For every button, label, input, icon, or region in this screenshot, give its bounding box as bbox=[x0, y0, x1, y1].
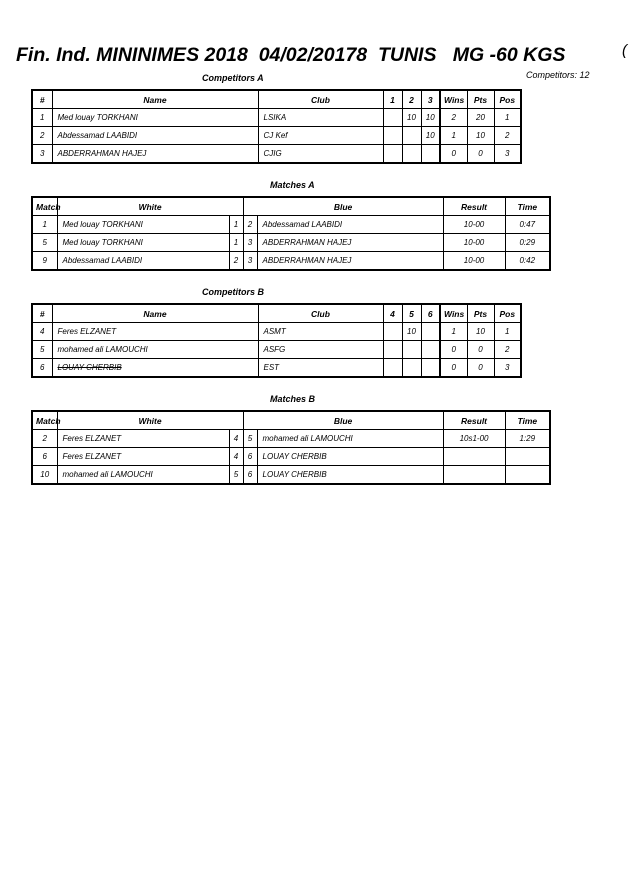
match-white-name: mohamed ali LAMOUCHI bbox=[57, 466, 229, 485]
match-white-name: Feres ELZANET bbox=[57, 448, 229, 466]
match-row bbox=[32, 234, 550, 252]
competitor-score: 10 bbox=[402, 323, 421, 341]
match-number: 10 bbox=[32, 466, 57, 485]
competitor-score bbox=[402, 127, 421, 145]
col-header-white: White bbox=[57, 411, 243, 430]
competitor-score bbox=[383, 323, 402, 341]
col-header-time: Time bbox=[505, 411, 550, 430]
competitors-header-row bbox=[32, 90, 521, 109]
competitor-position: 3 bbox=[494, 145, 521, 164]
competitor-club: ASFG bbox=[258, 341, 383, 359]
match-number: 1 bbox=[32, 216, 57, 234]
competitor-score bbox=[402, 145, 421, 164]
match-time: 1:29 bbox=[505, 430, 550, 448]
col-header-score: 4 bbox=[383, 304, 402, 323]
competitor-points: 10 bbox=[467, 323, 494, 341]
competitor-row bbox=[32, 359, 521, 378]
competitor-wins: 2 bbox=[440, 109, 467, 127]
competitor-score bbox=[383, 109, 402, 127]
competitor-score bbox=[383, 359, 402, 378]
competitor-name: Abdessamad LAABIDI bbox=[52, 127, 258, 145]
col-header-club: Club bbox=[258, 90, 383, 109]
competitor-number: 1 bbox=[32, 109, 52, 127]
competitor-name: mohamed ali LAMOUCHI bbox=[52, 341, 258, 359]
matches-table bbox=[31, 196, 551, 271]
match-white-name: Abdessamad LAABIDI bbox=[57, 252, 229, 271]
competitor-row bbox=[32, 109, 521, 127]
competitor-score bbox=[421, 323, 440, 341]
col-header-name: Name bbox=[52, 90, 258, 109]
competitor-points: 0 bbox=[467, 145, 494, 164]
competitor-name: ABDERRAHMAN HAJEJ bbox=[52, 145, 258, 164]
match-time bbox=[505, 448, 550, 466]
col-header-time: Time bbox=[505, 197, 550, 216]
competitor-score bbox=[402, 341, 421, 359]
competitor-score bbox=[402, 359, 421, 378]
matches-table bbox=[31, 410, 551, 485]
match-white-number: 2 bbox=[229, 252, 243, 271]
match-row bbox=[32, 430, 550, 448]
competitor-score bbox=[421, 341, 440, 359]
competitor-wins: 1 bbox=[440, 127, 467, 145]
competitor-row bbox=[32, 323, 521, 341]
match-white-number: 1 bbox=[229, 216, 243, 234]
col-header-num: # bbox=[32, 90, 52, 109]
match-blue-name: ABDERRAHMAN HAJEJ bbox=[257, 252, 443, 271]
competitor-position: 3 bbox=[494, 359, 521, 378]
competitor-wins: 0 bbox=[440, 359, 467, 378]
match-blue-number: 6 bbox=[243, 466, 257, 485]
competitor-score: 10 bbox=[421, 109, 440, 127]
col-header-pos: Pos bbox=[494, 304, 521, 323]
col-header-score: 6 bbox=[421, 304, 440, 323]
match-result: 10s1-00 bbox=[443, 430, 505, 448]
col-header-pos: Pos bbox=[494, 90, 521, 109]
match-blue-number: 6 bbox=[243, 448, 257, 466]
match-blue-name: LOUAY CHERBIB bbox=[257, 466, 443, 485]
match-white-number: 5 bbox=[229, 466, 243, 485]
match-blue-name: ABDERRAHMAN HAJEJ bbox=[257, 234, 443, 252]
col-header-club: Club bbox=[258, 304, 383, 323]
competitor-number: 3 bbox=[32, 145, 52, 164]
competitor-name: Med louay TORKHANI bbox=[52, 109, 258, 127]
match-number: 2 bbox=[32, 430, 57, 448]
competitor-score: 10 bbox=[402, 109, 421, 127]
match-white-name: Feres ELZANET bbox=[57, 430, 229, 448]
competitor-wins: 0 bbox=[440, 145, 467, 164]
matches-header-row bbox=[32, 411, 550, 430]
col-header-wins: Wins bbox=[440, 90, 467, 109]
match-blue-name: mohamed ali LAMOUCHI bbox=[257, 430, 443, 448]
competitor-points: 20 bbox=[467, 109, 494, 127]
match-result bbox=[443, 466, 505, 485]
competitor-row bbox=[32, 145, 521, 164]
section-title-competitors: Competitors B bbox=[202, 287, 265, 297]
matches-header-row bbox=[32, 197, 550, 216]
match-white-number: 1 bbox=[229, 234, 243, 252]
col-header-blue: Blue bbox=[243, 197, 443, 216]
competitor-number: 4 bbox=[32, 323, 52, 341]
col-header-result: Result bbox=[443, 411, 505, 430]
competitor-club: CJIG bbox=[258, 145, 383, 164]
match-blue-number: 3 bbox=[243, 252, 257, 271]
competitor-club: ASMT bbox=[258, 323, 383, 341]
competitor-wins: 1 bbox=[440, 323, 467, 341]
competitors-table bbox=[31, 303, 522, 378]
match-row bbox=[32, 252, 550, 271]
competitor-number: 5 bbox=[32, 341, 52, 359]
col-header-match: Match bbox=[32, 411, 57, 430]
col-header-blue: Blue bbox=[243, 411, 443, 430]
competitor-position: 2 bbox=[494, 127, 521, 145]
col-header-white: White bbox=[57, 197, 243, 216]
competitor-position: 1 bbox=[494, 109, 521, 127]
competitor-score bbox=[383, 341, 402, 359]
match-white-number: 4 bbox=[229, 448, 243, 466]
match-blue-number: 3 bbox=[243, 234, 257, 252]
match-number: 6 bbox=[32, 448, 57, 466]
competitor-row bbox=[32, 341, 521, 359]
match-row bbox=[32, 216, 550, 234]
col-header-match: Match bbox=[32, 197, 57, 216]
col-header-score: 3 bbox=[421, 90, 440, 109]
match-result: 10-00 bbox=[443, 216, 505, 234]
match-blue-name: Abdessamad LAABIDI bbox=[257, 216, 443, 234]
competitors-count: Competitors: 12 bbox=[526, 70, 590, 80]
match-row bbox=[32, 466, 550, 485]
match-result: 10-00 bbox=[443, 234, 505, 252]
competitor-club: CJ Kef bbox=[258, 127, 383, 145]
competitor-name: LOUAY CHERBIB bbox=[52, 359, 258, 378]
competitor-club: LSIKA bbox=[258, 109, 383, 127]
match-time: 0:42 bbox=[505, 252, 550, 271]
col-header-pts: Pts bbox=[467, 90, 494, 109]
competitor-position: 1 bbox=[494, 323, 521, 341]
competitors-table bbox=[31, 89, 522, 164]
competitors-header-row bbox=[32, 304, 521, 323]
competitor-number: 2 bbox=[32, 127, 52, 145]
col-header-score: 2 bbox=[402, 90, 421, 109]
title-paren: ( bbox=[622, 42, 627, 59]
match-time: 0:47 bbox=[505, 216, 550, 234]
match-blue-number: 5 bbox=[243, 430, 257, 448]
competitor-number: 6 bbox=[32, 359, 52, 378]
match-time: 0:29 bbox=[505, 234, 550, 252]
competitor-club: EST bbox=[258, 359, 383, 378]
match-blue-number: 2 bbox=[243, 216, 257, 234]
match-number: 5 bbox=[32, 234, 57, 252]
section-title-matches: Matches A bbox=[270, 180, 315, 190]
col-header-name: Name bbox=[52, 304, 258, 323]
section-title-matches: Matches B bbox=[270, 394, 316, 404]
section-title-competitors: Competitors A bbox=[202, 73, 264, 83]
competitor-score bbox=[421, 145, 440, 164]
competitor-points: 0 bbox=[467, 359, 494, 378]
competitor-score bbox=[421, 359, 440, 378]
competitor-points: 10 bbox=[467, 127, 494, 145]
col-header-score: 1 bbox=[383, 90, 402, 109]
col-header-wins: Wins bbox=[440, 304, 467, 323]
match-row bbox=[32, 448, 550, 466]
competitor-score bbox=[383, 145, 402, 164]
competitor-position: 2 bbox=[494, 341, 521, 359]
match-white-name: Med louay TORKHANI bbox=[57, 216, 229, 234]
match-result bbox=[443, 448, 505, 466]
match-white-name: Med louay TORKHANI bbox=[57, 234, 229, 252]
page-title: Fin. Ind. MININIMES 2018 04/02/20178 TUNIS MG -60 KGS bbox=[16, 44, 566, 66]
match-blue-name: LOUAY CHERBIB bbox=[257, 448, 443, 466]
competitor-score: 10 bbox=[421, 127, 440, 145]
competitor-points: 0 bbox=[467, 341, 494, 359]
match-white-number: 4 bbox=[229, 430, 243, 448]
col-header-result: Result bbox=[443, 197, 505, 216]
col-header-pts: Pts bbox=[467, 304, 494, 323]
match-result: 10-00 bbox=[443, 252, 505, 271]
competitor-row bbox=[32, 127, 521, 145]
match-number: 9 bbox=[32, 252, 57, 271]
competitor-name: Feres ELZANET bbox=[52, 323, 258, 341]
col-header-num: # bbox=[32, 304, 52, 323]
col-header-score: 5 bbox=[402, 304, 421, 323]
competitor-score bbox=[383, 127, 402, 145]
match-time bbox=[505, 466, 550, 485]
competitor-wins: 0 bbox=[440, 341, 467, 359]
